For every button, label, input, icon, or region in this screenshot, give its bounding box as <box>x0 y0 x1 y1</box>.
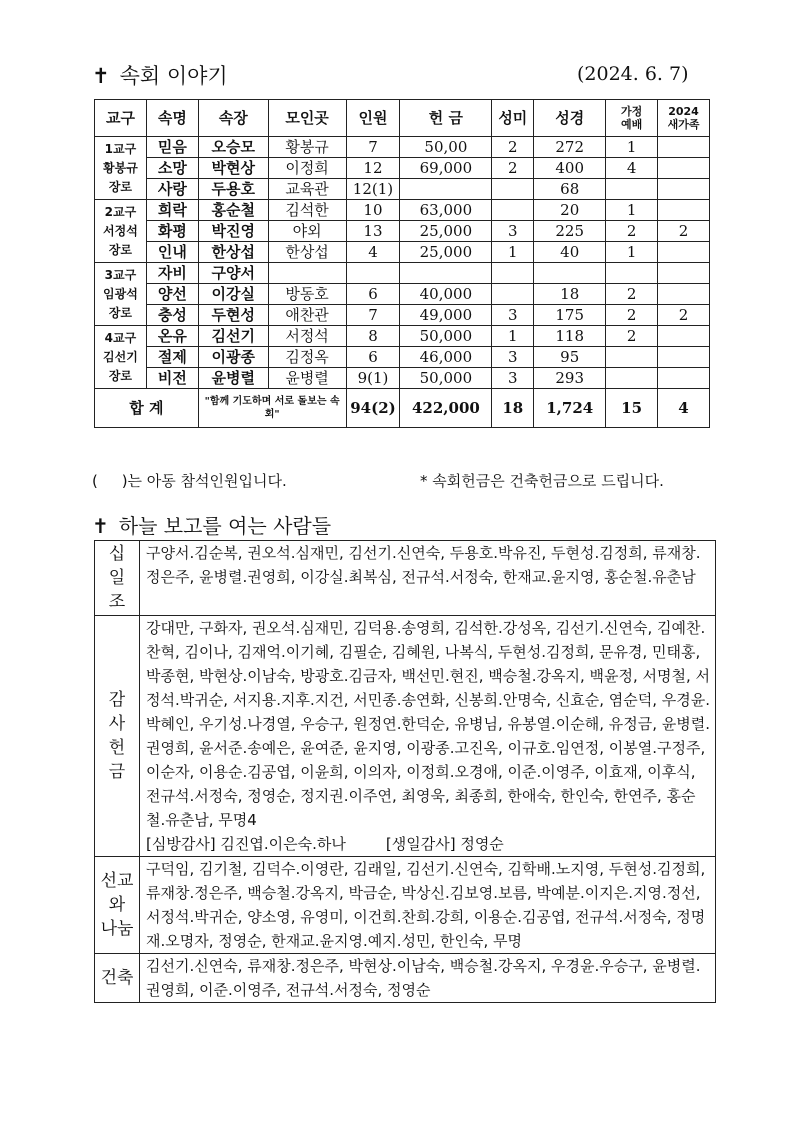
header-cell: 속명 <box>146 100 198 137</box>
section-title: ✝ 하늘 보고를 여는 사람들 <box>92 514 332 538</box>
table-cell: 오승모 <box>198 137 268 158</box>
table-cell: 희락 <box>146 200 198 221</box>
table-cell: 8 <box>346 326 400 347</box>
table-cell: 3 <box>492 221 534 242</box>
table-cell: 50,00 <box>400 137 492 158</box>
total-cell: 94(2) <box>346 389 400 428</box>
table-row <box>95 221 710 242</box>
header-cell: 모인곳 <box>268 100 346 137</box>
birthday-thanks: [생일감사] 정영순 <box>385 835 504 853</box>
offering-row <box>95 954 716 1003</box>
table-cell: 2 <box>658 305 710 326</box>
table-cell: 272 <box>534 137 606 158</box>
cross-icon: ✝ <box>92 514 109 538</box>
table-cell: 68 <box>534 179 606 200</box>
table-row <box>95 263 710 284</box>
table-row <box>95 158 710 179</box>
table-cell <box>492 200 534 221</box>
total-label: 합 계 <box>95 389 199 428</box>
total-cell: 15 <box>606 389 658 428</box>
table-cell <box>658 263 710 284</box>
table-cell: 3 <box>492 305 534 326</box>
table-cell <box>606 347 658 368</box>
total-cell: 4 <box>658 389 710 428</box>
table-cell: 이강실 <box>198 284 268 305</box>
table-cell: 구양서 <box>198 263 268 284</box>
table-cell: 소망 <box>146 158 198 179</box>
table-cell: 애찬관 <box>268 305 346 326</box>
table-row <box>95 305 710 326</box>
cross-icon: ✝ <box>92 64 110 88</box>
offering-names: 구덕임, 김기철, 김덕수.이영란, 김래일, 김선기.신연숙, 김학배.노지영, 두현성.김정희, 류재창.정은주, 백승철.강옥지, 박금순, 박상신.김보영.보름, 박예분.이지은.지영.정선, 서정석.박귀순, 양소영, 유영미, 이건희.찬희.강희, 이용순.김공엽, 전규석.서정숙, 정명재.오명자, 정영순, 한재교.윤지영.예지.성민, 한인숙, 무명 <box>140 857 716 954</box>
table-cell <box>658 179 710 200</box>
district-cell: 1교구 황봉규 장로 <box>95 137 147 200</box>
table-cell <box>400 179 492 200</box>
table-row <box>95 200 710 221</box>
offering-names: 강대만, 구화자, 권오석.심재민, 김덕용.송영희, 김석한.강성옥, 김선기.신연숙, 김예찬.찬혁, 김이나, 김재억.이기혜, 김필순, 김혜원, 나복식, 두현성.김정희, 문유경, 민태홍, 박종현, 박현상.이남숙, 방광호.김금자, 백선민.현진, 백승철.강옥지, 백윤정, 서명철, 서정석.박귀순, 서지용.지후.지건, 서민종.송연화, 신봉희.안명숙, 신효순, 염순덕, 우경윤.박혜인, 우기성.나경열, 우승구, 원정연.한덕순, 유병님, 유봉열.이순해, 유정금, 윤병렬.권영희, 윤서준.송예은, 윤여준, 윤지영, 이광종.고진옥, 이규호.임연정, 이봉열.구정주, 이순자, 이용순.김공엽, 이윤희, 이의자, 이정희.오경애, 이준.이영주, 이효재, 이후식, 전규석.서정숙, 정영순, 정지권.이주연, 최영욱, 최종희, 한애숙, 한인숙, 한연주, 홍순철.유춘남, 무명4 [심방감사] 김진엽.이은숙.하나 [생일감사] 정영순 <box>140 616 716 857</box>
table-cell: 한상섭 <box>268 242 346 263</box>
table-cell <box>606 263 658 284</box>
table-cell: 김정옥 <box>268 347 346 368</box>
table-cell <box>658 158 710 179</box>
table-cell <box>534 263 606 284</box>
table-cell <box>492 284 534 305</box>
table-row <box>95 326 710 347</box>
table-cell <box>492 179 534 200</box>
table-cell: 화평 <box>146 221 198 242</box>
table-cell: 225 <box>534 221 606 242</box>
table-cell: 2 <box>606 326 658 347</box>
visit-thanks: [심방감사] 김진엽.이은숙.하나 <box>146 835 346 853</box>
table-cell: 1 <box>492 326 534 347</box>
table-cell: 69,000 <box>400 158 492 179</box>
table-cell <box>268 263 346 284</box>
offering-note: * 속회헌금은 건축헌금으로 드립니다. <box>420 472 664 490</box>
table-cell: 자비 <box>146 263 198 284</box>
offering-label: 십 일 조 <box>95 541 140 616</box>
offering-row <box>95 616 716 857</box>
table-cell: 3 <box>492 368 534 389</box>
attendance-table <box>94 99 710 428</box>
offering-label: 건축 <box>95 954 140 1003</box>
table-cell <box>400 263 492 284</box>
table-cell: 온유 <box>146 326 198 347</box>
table-cell <box>606 179 658 200</box>
table-row <box>95 179 710 200</box>
table-cell <box>658 200 710 221</box>
table-cell: 교육관 <box>268 179 346 200</box>
table-cell: 6 <box>346 347 400 368</box>
total-row <box>95 389 710 428</box>
table-cell: 충성 <box>146 305 198 326</box>
header-cell: 헌 금 <box>400 100 492 137</box>
table-cell: 서정석 <box>268 326 346 347</box>
table-cell: 인내 <box>146 242 198 263</box>
header-cell: 교구 <box>95 100 147 137</box>
table-cell: 175 <box>534 305 606 326</box>
table-row <box>95 368 710 389</box>
table-cell: 95 <box>534 347 606 368</box>
table-cell: 윤병렬 <box>268 368 346 389</box>
table-cell: 63,000 <box>400 200 492 221</box>
table-cell <box>658 347 710 368</box>
table-header <box>95 100 710 137</box>
table-cell: 김선기 <box>198 326 268 347</box>
table-row <box>95 347 710 368</box>
total-cell: 422,000 <box>400 389 492 428</box>
table-cell: 7 <box>346 137 400 158</box>
header-cell: 속장 <box>198 100 268 137</box>
table-cell: 10 <box>346 200 400 221</box>
header-cell: 2024 새가족 <box>658 100 710 137</box>
table-cell: 18 <box>534 284 606 305</box>
offering-names: 김선기.신연숙, 류재창.정은주, 박현상.이남숙, 백승철.강옥지, 우경윤.우승구, 윤병렬.권영희, 이준.이영주, 전규석.서정숙, 정영순 <box>140 954 716 1003</box>
district-cell: 3교구 임광석 장로 <box>95 263 147 326</box>
header-cell: 가정 예배 <box>606 100 658 137</box>
offering-label: 감 사 헌 금 <box>95 616 140 857</box>
table-cell: 12(1) <box>346 179 400 200</box>
table-cell: 2 <box>606 284 658 305</box>
total-cell: 18 <box>492 389 534 428</box>
header-cell: 인원 <box>346 100 400 137</box>
table-cell: 1 <box>492 242 534 263</box>
table-cell: 믿음 <box>146 137 198 158</box>
district-cell: 2교구 서정석 장로 <box>95 200 147 263</box>
table-cell: 400 <box>534 158 606 179</box>
table-cell: 4 <box>606 158 658 179</box>
table-cell: 사랑 <box>146 179 198 200</box>
table-cell: 이광종 <box>198 347 268 368</box>
table-cell: 2 <box>606 305 658 326</box>
table-row <box>95 284 710 305</box>
table-cell: 25,000 <box>400 242 492 263</box>
table-cell <box>658 284 710 305</box>
table-cell: 118 <box>534 326 606 347</box>
table-cell: 두용호 <box>198 179 268 200</box>
table-cell: 7 <box>346 305 400 326</box>
table-cell: 4 <box>346 242 400 263</box>
table-cell: 50,000 <box>400 368 492 389</box>
table-cell <box>346 263 400 284</box>
table-cell: 박진영 <box>198 221 268 242</box>
table-cell: 야외 <box>268 221 346 242</box>
table-cell: 홍순철 <box>198 200 268 221</box>
table-cell: 9(1) <box>346 368 400 389</box>
date: (2024. 6. 7) <box>577 63 689 85</box>
table-cell <box>606 368 658 389</box>
table-cell: 2 <box>492 137 534 158</box>
header-cell: 성미 <box>492 100 534 137</box>
table-cell: 50,000 <box>400 326 492 347</box>
table-cell: 1 <box>606 242 658 263</box>
table-cell: 비전 <box>146 368 198 389</box>
table-cell: 박현상 <box>198 158 268 179</box>
table-cell: 13 <box>346 221 400 242</box>
table-cell: 49,000 <box>400 305 492 326</box>
table-cell <box>658 137 710 158</box>
table-cell <box>492 263 534 284</box>
table-cell: 25,000 <box>400 221 492 242</box>
table-cell: 김석한 <box>268 200 346 221</box>
district-cell: 4교구 김선기 장로 <box>95 326 147 389</box>
table-cell <box>658 368 710 389</box>
table-cell: 3 <box>492 347 534 368</box>
table-cell <box>658 242 710 263</box>
table-cell: 2 <box>658 221 710 242</box>
offering-label: 선교 와 나눔 <box>95 857 140 954</box>
table-cell: 2 <box>606 221 658 242</box>
offering-row <box>95 541 716 616</box>
table-cell: 1 <box>606 137 658 158</box>
offering-names: 구양서.김순복, 권오석.심재민, 김선기.신연숙, 두용호.박유진, 두현성.김정희, 류재창.정은주, 윤병렬.권영희, 이강실.최복심, 전규석.서정숙, 한재교.윤지영, 홍순철.유춘남 <box>140 541 716 616</box>
table-cell: 이정희 <box>268 158 346 179</box>
table-cell: 두현성 <box>198 305 268 326</box>
table-cell: 절제 <box>146 347 198 368</box>
offering-row <box>95 857 716 954</box>
table-cell: 20 <box>534 200 606 221</box>
offering-table <box>94 540 716 1003</box>
table-cell: 방동호 <box>268 284 346 305</box>
table-cell: 2 <box>492 158 534 179</box>
child-note: ( )는 아동 참석인원입니다. <box>92 472 287 490</box>
table-cell: 황봉규 <box>268 137 346 158</box>
table-row <box>95 137 710 158</box>
table-cell: 40,000 <box>400 284 492 305</box>
table-cell: 40 <box>534 242 606 263</box>
page-title: ✝ 속회 이야기 <box>92 64 228 88</box>
table-cell: 6 <box>346 284 400 305</box>
table-cell: 293 <box>534 368 606 389</box>
table-cell: 양선 <box>146 284 198 305</box>
table-cell: 한상섭 <box>198 242 268 263</box>
table-cell: 12 <box>346 158 400 179</box>
table-cell: 윤병렬 <box>198 368 268 389</box>
header-cell: 성경 <box>534 100 606 137</box>
motto-cell: "함께 기도하며 서로 돌보는 속회" <box>198 389 346 428</box>
table-cell <box>658 326 710 347</box>
table-cell: 46,000 <box>400 347 492 368</box>
table-cell: 1 <box>606 200 658 221</box>
table-row <box>95 242 710 263</box>
total-cell: 1,724 <box>534 389 606 428</box>
